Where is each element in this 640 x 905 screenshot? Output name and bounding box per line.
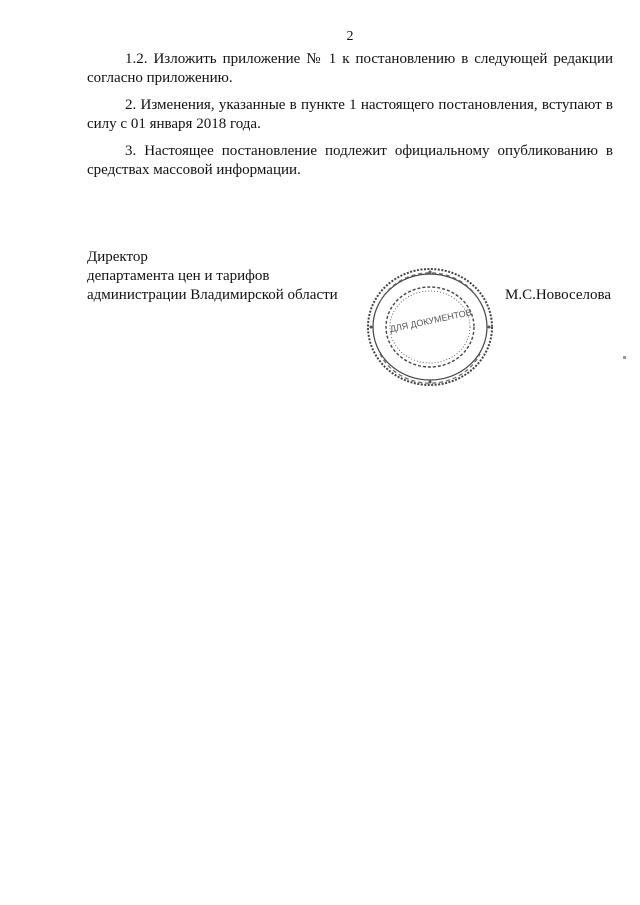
paragraph-1-2: 1.2. Изложить приложение № 1 к постановлению в следующей редакции согласно приложению. bbox=[87, 51, 613, 86]
signatory-name: М.С.Новоселова bbox=[505, 287, 612, 303]
seal-text: ДЛЯ ДОКУМЕНТОВ bbox=[388, 307, 473, 335]
paragraph-2: 2. Изменения, указанные в пункте 1 настоящего постановления, вступают в силу с 01 января 2018 года. bbox=[87, 97, 613, 132]
document-body bbox=[87, 50, 613, 188]
margin-mark bbox=[623, 356, 626, 359]
signatory-administration: администрации Владимирской области bbox=[87, 287, 338, 303]
page-number: 2 bbox=[346, 29, 354, 44]
signatory-department: департамента цен и тарифов bbox=[87, 268, 270, 284]
signatory-title-block bbox=[87, 248, 338, 305]
paragraph-3: 3. Настоящее постановление подлежит официальному опубликованию в средствах массовой информации. bbox=[87, 143, 613, 178]
official-seal bbox=[360, 262, 500, 392]
signatory-position: Директор bbox=[87, 249, 148, 265]
